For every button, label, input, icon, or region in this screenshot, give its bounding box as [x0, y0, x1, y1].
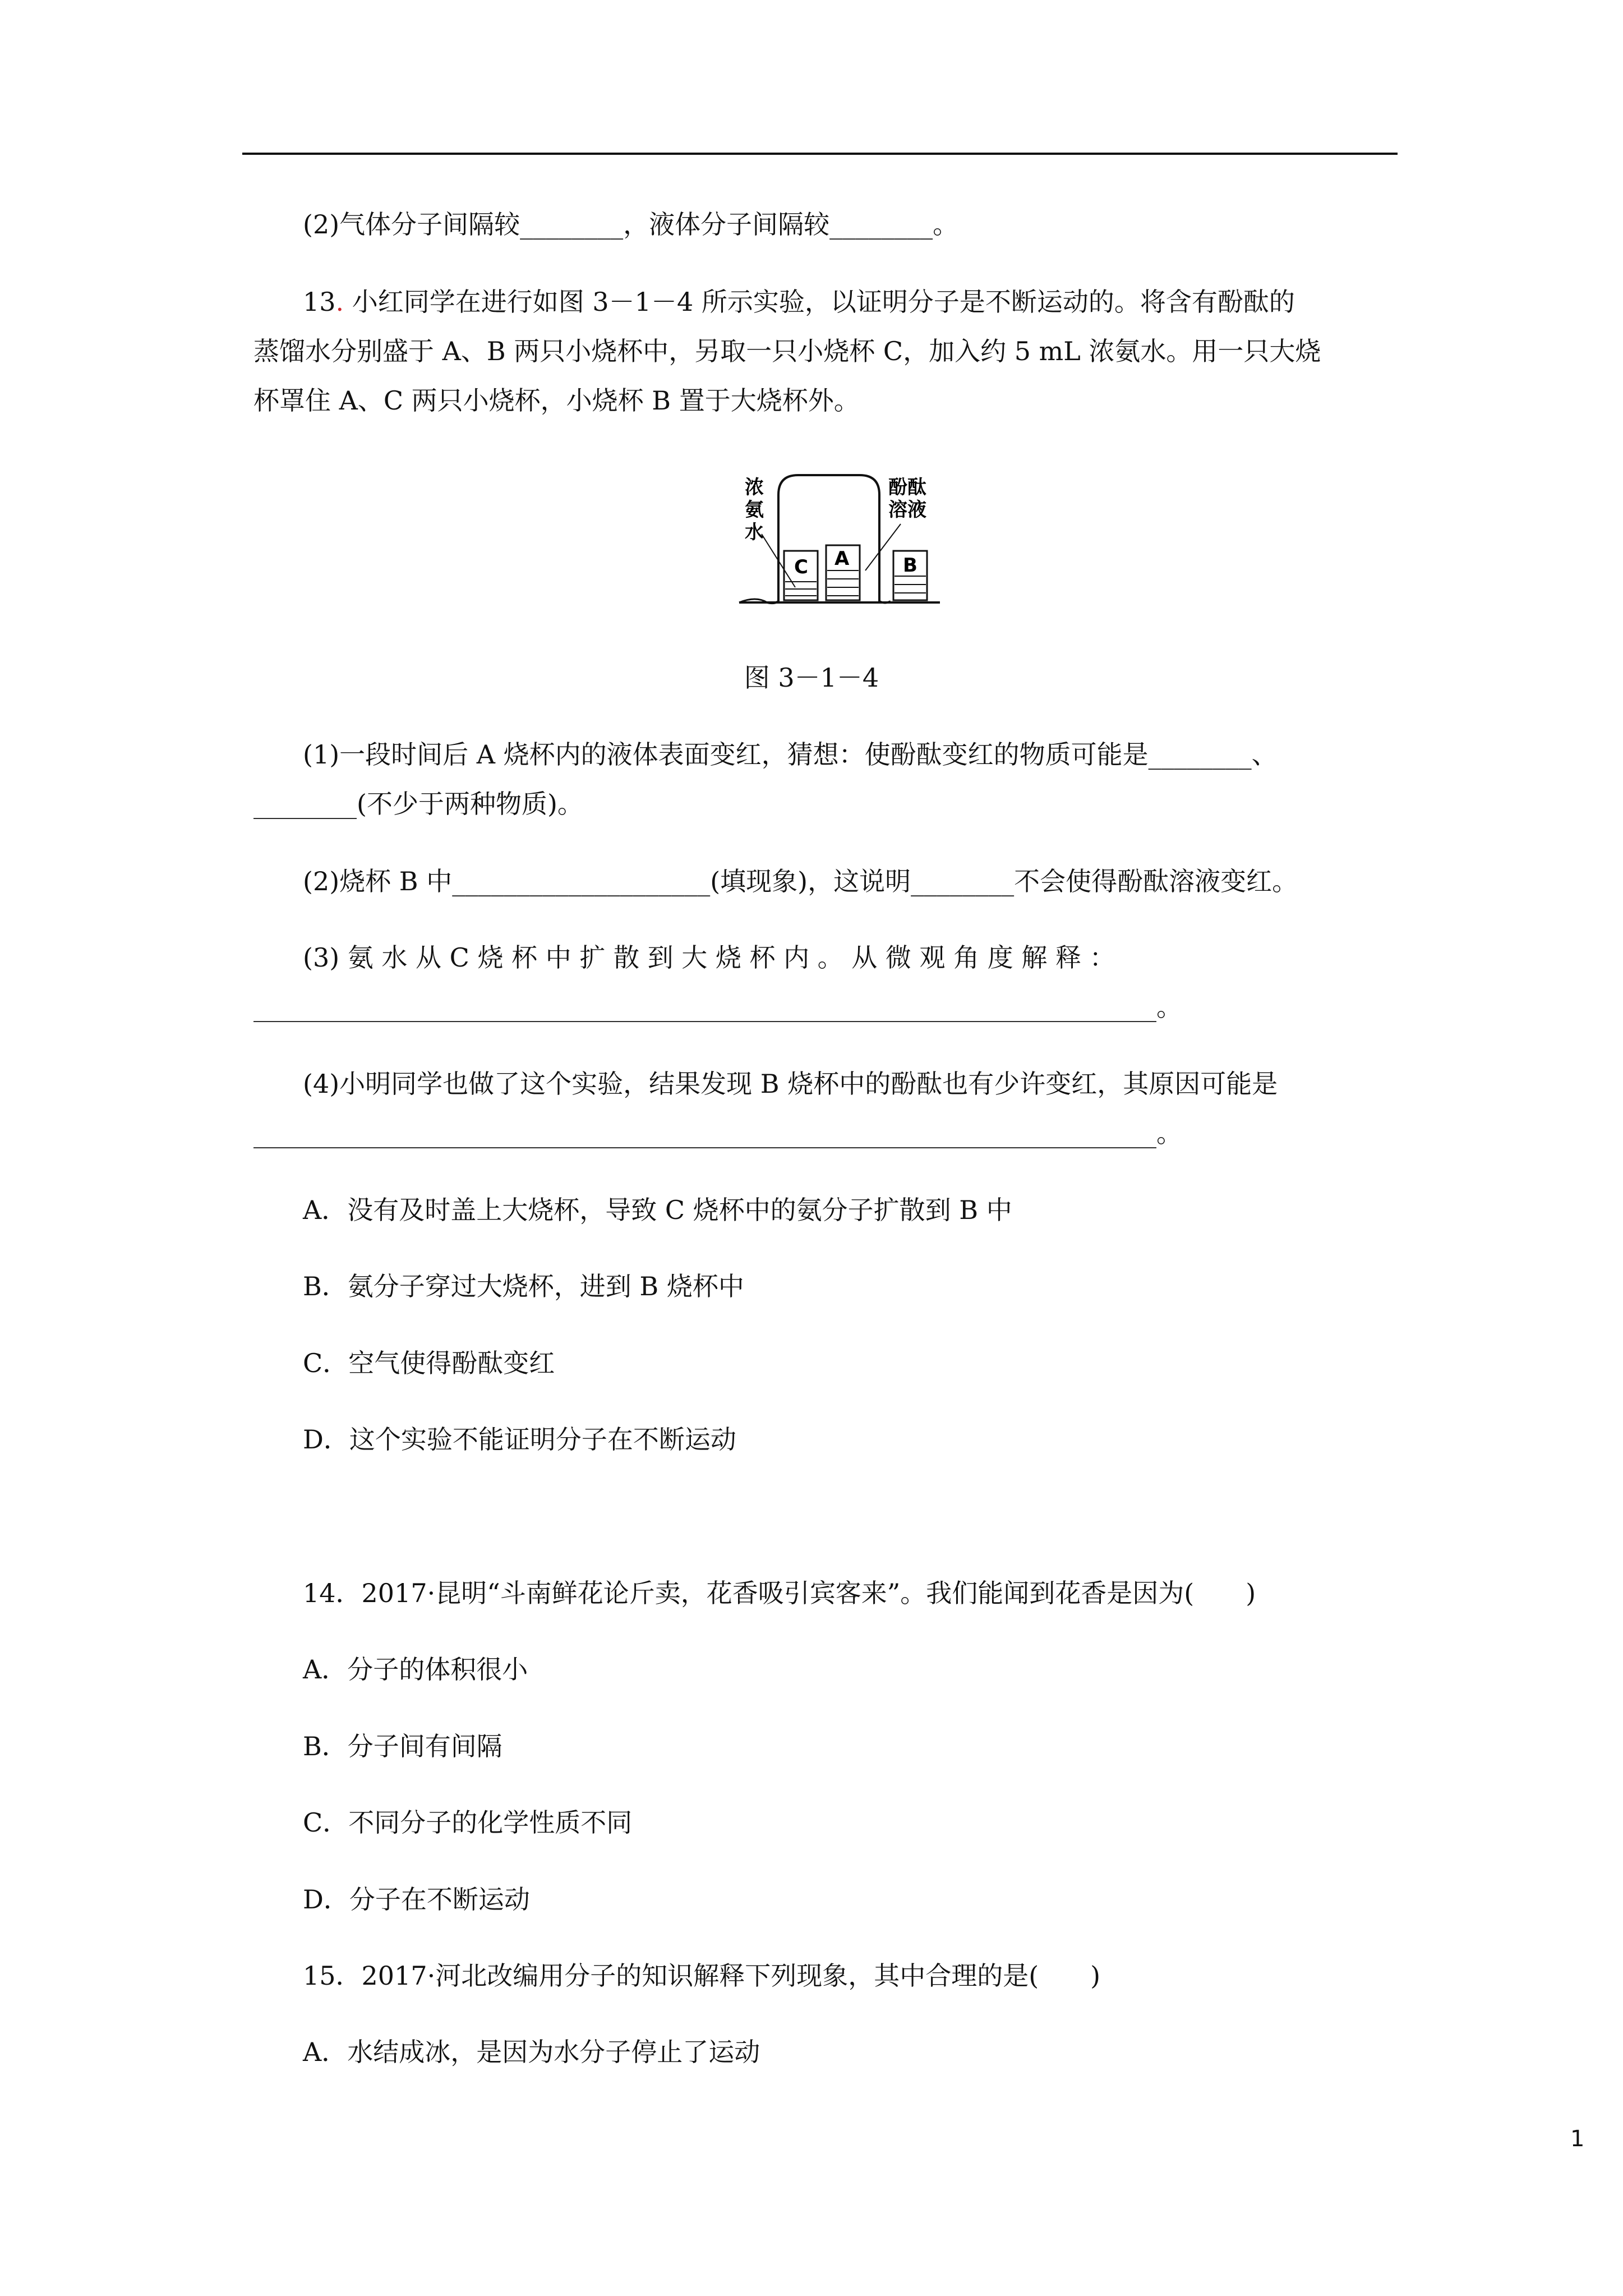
page-number: 1 — [1570, 2126, 1585, 2152]
figure-caption: 图 3－1－4 — [744, 662, 879, 693]
experiment-figure — [722, 461, 947, 607]
q13-p1-line2: ________(不少于两种物质)。 — [253, 789, 583, 819]
q14-stem: 14．2017·昆明“斗南鲜花论斤卖，花香吸引宾客来”。我们能闻到花香是因为( ) — [303, 1578, 1256, 1608]
q13-option-d: D．这个实验不能证明分子在不断运动 — [303, 1424, 736, 1455]
header-rule — [242, 153, 1398, 155]
q13-p2: (2)烧杯 B 中____________________(填现象)，这说明________不会使得酚酞溶液变红。 — [303, 866, 1298, 896]
q13-dot: . — [335, 287, 344, 317]
q13-p4-line2: ______________________________________________________________________。 — [253, 1118, 1182, 1148]
beaker-b-label: B — [903, 554, 917, 577]
label-ammonia-3: 水 — [745, 521, 764, 544]
q14-option-b: B．分子间有间隔 — [303, 1731, 502, 1761]
label-solution: 溶液 — [888, 499, 926, 521]
label-phenolphthalein: 酚酞 — [888, 476, 926, 499]
q15-option-a: A．水结成冰，是因为水分子停止了运动 — [303, 2037, 760, 2067]
label-ammonia-1: 浓 — [745, 476, 764, 499]
q15-stem: 15．2017·河北改编用分子的知识解释下列现象，其中合理的是( ) — [303, 1961, 1101, 1991]
leader-line-right — [865, 524, 901, 570]
q13-option-b: B．氨分子穿过大烧杯，进到 B 烧杯中 — [303, 1271, 744, 1301]
q13-p4-line1: (4)小明同学也做了这个实验，结果发现 B 烧杯中的酚酞也有少许变红，其原因可能是 — [303, 1069, 1278, 1099]
q13-option-c: C．空气使得酚酞变红 — [303, 1348, 555, 1378]
label-ammonia-2: 氨 — [745, 499, 764, 521]
q13-option-a: A．没有及时盖上大烧杯，导致 C 烧杯中的氨分子扩散到 B 中 — [303, 1195, 1012, 1225]
q14-option-a: A．分子的体积很小 — [303, 1654, 528, 1685]
q13-number: 13 — [303, 287, 336, 317]
q14-option-c: C．不同分子的化学性质不同 — [303, 1807, 633, 1838]
q13-intro-line3: 杯罩住 A、C 两只小烧杯，小烧杯 B 置于大烧杯外。 — [253, 385, 860, 416]
q14-option-d: D．分子在不断运动 — [303, 1884, 530, 1915]
q13-p1-line1: (1)一段时间后 A 烧杯内的液体表面变红，猜想：使酚酞变红的物质可能是________、 — [303, 739, 1278, 770]
q12-part2: (2)气体分子间隔较________，液体分子间隔较________。 — [303, 209, 959, 240]
q13-intro-line1 — [303, 285, 1398, 319]
q13-p3-line2: ______________________________________________________________________。 — [253, 992, 1182, 1022]
q13-p3-line1: (3) 氨 水 从 C 烧 杯 中 扩 散 到 大 烧 杯 内 。 从 微 观 角 度 解 释 ： — [303, 942, 1115, 973]
beaker-c-label: C — [794, 556, 808, 578]
q13-intro-text: 小红同学在进行如图 3－1－4 所示实验，以证明分子是不断运动的。将含有酚酞的 — [344, 287, 1295, 317]
beaker-a-label: A — [834, 547, 850, 570]
q13-intro-line2: 蒸馏水分别盛于 A、B 两只小烧杯中，另取一只小烧杯 C，加入约 5 mL 浓氨水。用一只大烧 — [253, 336, 1321, 366]
large-beaker — [778, 475, 879, 601]
